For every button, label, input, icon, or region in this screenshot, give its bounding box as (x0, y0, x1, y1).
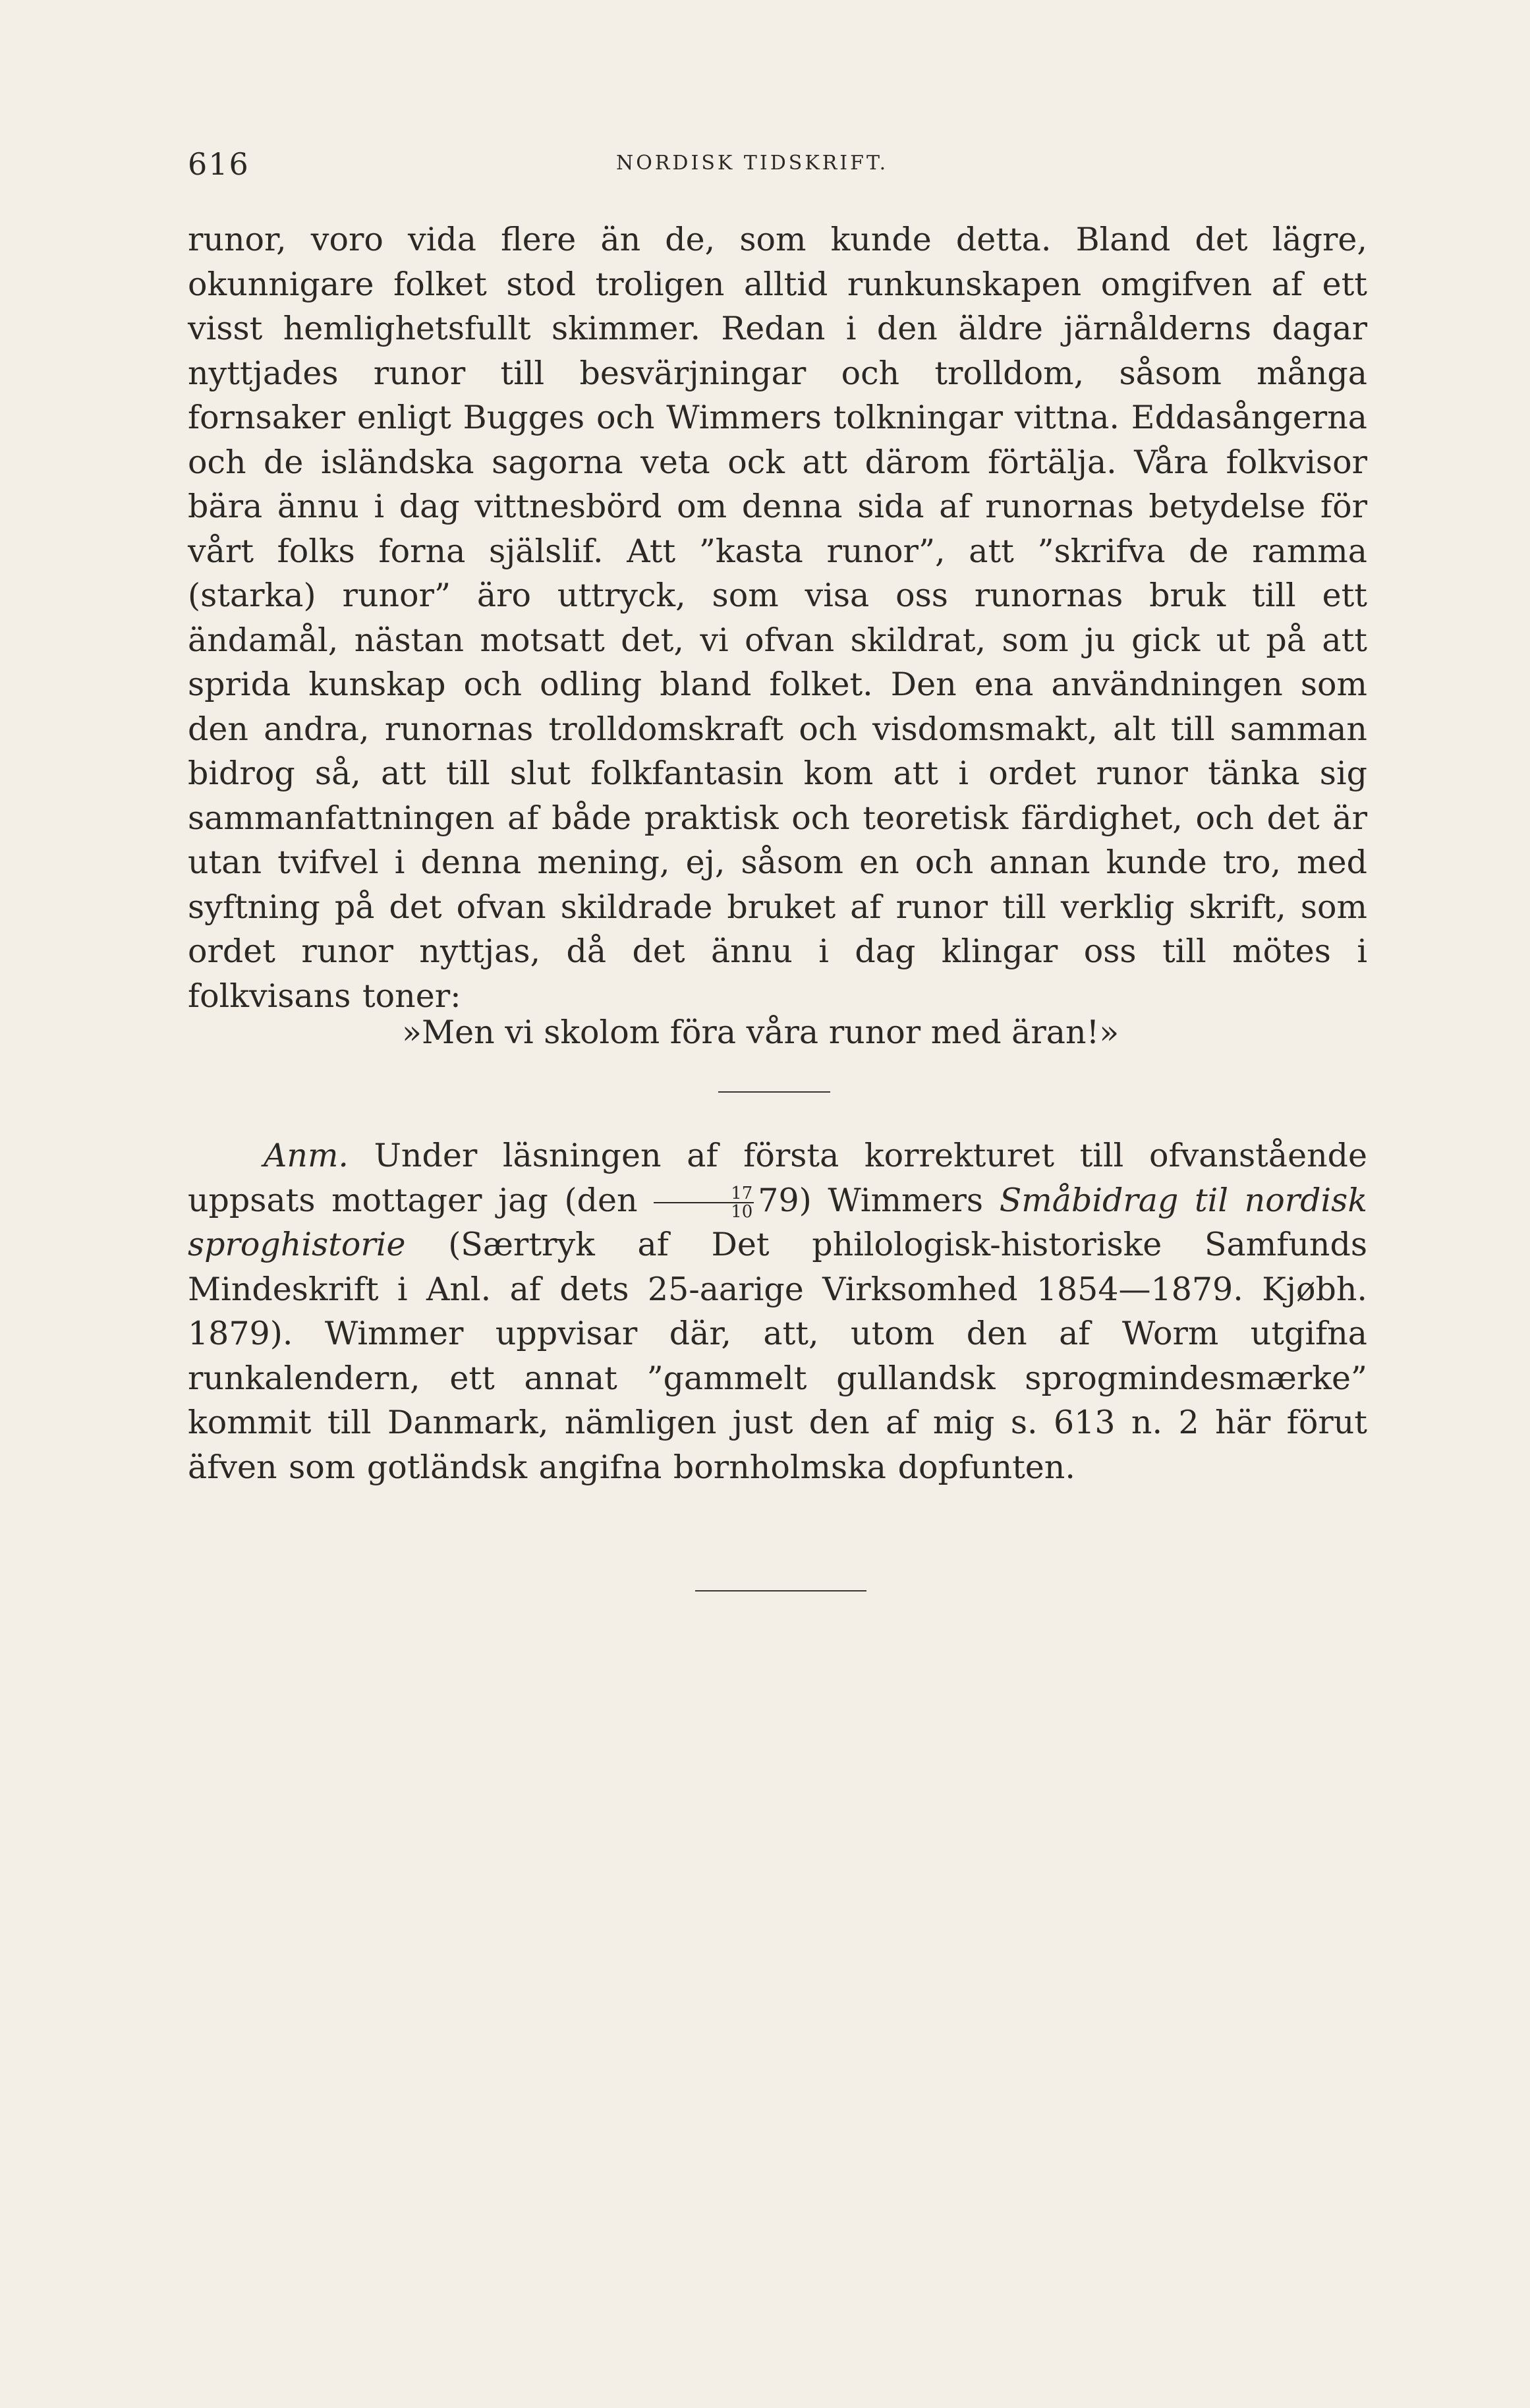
verse-quote: »Men vi skolom föra våra runor med äran!» (402, 1014, 1119, 1051)
end-divider (695, 1590, 866, 1591)
note-text-3: (Særtryk af Det philologisk-historiske Samfunds Mindeskrift i Anl. af dets 25-aarige Virksomhed 1854—1879. Kjøbh. 1879). Wimmer uppvisar där, att, utom den af Worm utgifna runkalendern, ett annat ”gammelt gullandsk sprogmindesmærke” kommit till Danmark, nämligen just den af mig s. 613 n. 2 här förut äfven som gotländsk angifna bornholmska dopfunten. (188, 1226, 1367, 1486)
date-denominator: 10 (731, 1202, 753, 1222)
paragraph-text: runor, voro vida flere än de, som kunde detta. Bland det lägre, okunnigare folket stod troligen alltid runkunskapen omgifven af ett visst hemlighetsfullt skimmer. Redan i den äldre järnålderns dagar nyttjades runor till besvärjningar och trolldom, såsom många fornsaker enligt Bugges och Wimmers tolkningar vittna. Eddasångerna och de isländska sagorna veta ock att därom förtälja. Våra folkvisor bära ännu i dag vittnesbörd om denna sida af runornas betydelse för vårt folks forna själslif. Att ”kasta runor”, att ”skrifva de ramma (starka) runor” äro uttryck, som visa oss runornas bruk till ett ändamål, nästan motsatt det, vi ofvan skildrat, som ju gick ut på att sprida kunskap och odling bland folket. Den ena användningen som den andra, runornas trolldomskraft och visdomsmakt, alt till samman bidrog så, att till slut folkfantasin kom att i ordet runor tänka sig sammanfattningen af både praktisk och teoretisk färdighet, och det är utan tvifvel i denna mening, ej, såsom en och annan kunde tro, med syftning på det ofvan skildrade bruket af runor till verklig skrift, som ordet runor nyttjas, då det ännu i dag klingar oss till mötes i folkvisans toner: (188, 221, 1367, 1015)
footnote-block (188, 1133, 1367, 1489)
note-text-1: Under läsningen af första korrekturet till ofvanstående uppsats mottager jag (den (188, 1137, 1368, 1219)
date-year: 79) (758, 1181, 812, 1219)
main-paragraph (188, 217, 1367, 1018)
date-numerator: 17 (654, 1185, 754, 1203)
running-head: NORDISK TIDSKRIFT. (616, 152, 889, 175)
cited-title: Småbidrag til nordisk sproghistorie (188, 1181, 1368, 1263)
page-number: 616 (188, 146, 250, 182)
note-text-2: Wimmers (828, 1181, 984, 1219)
section-divider (718, 1091, 830, 1093)
page-header (188, 146, 1357, 186)
date-fraction (654, 1185, 754, 1220)
note-label: Anm. (264, 1137, 349, 1174)
footnote-paragraph (188, 1133, 1367, 1489)
